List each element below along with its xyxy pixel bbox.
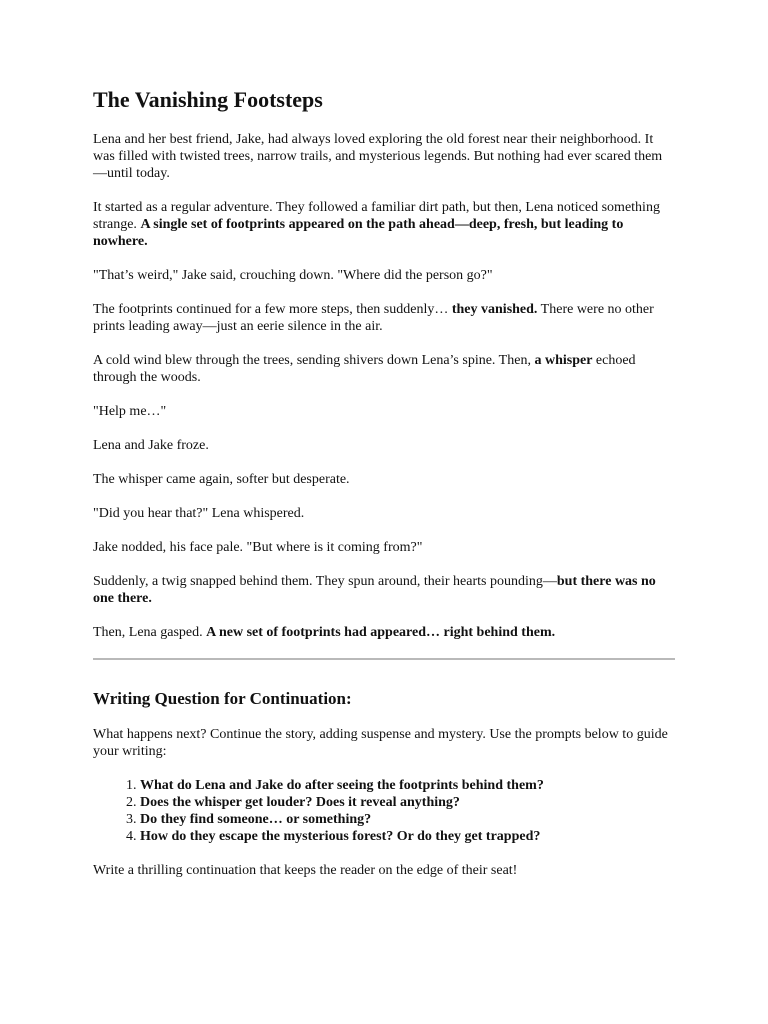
story-paragraph: Lena and Jake froze. — [93, 438, 209, 453]
story-paragraph — [93, 573, 675, 607]
story-paragraph: Jake nodded, his face pale. "But where is it coming from?" — [93, 540, 423, 555]
story-paragraph — [93, 199, 675, 250]
prompt-item: 3. Do they find someone… or something? — [140, 811, 675, 828]
story-paragraph — [93, 624, 675, 641]
story-paragraph: "That’s weird," Jake said, crouching down. "Where did the person go?" — [93, 268, 493, 283]
prompt-list — [93, 777, 675, 845]
section-divider — [93, 658, 675, 660]
paragraph-text: A cold wind blew through the trees, sending shivers down Lena’s spine. Then, — [93, 353, 535, 368]
prompt-item: 1. What do Lena and Jake do after seeing the footprints behind them? — [140, 777, 675, 794]
paragraph-text: echoed through the woods. — [93, 353, 636, 385]
prompt-item: 4. How do they escape the mysterious forest? Or do they get trapped? — [140, 828, 675, 845]
bold-text: but there was no one there. — [93, 574, 656, 606]
bold-text: A new set of footprints had appeared… right behind them. — [206, 625, 556, 640]
paragraph-text: Suddenly, a twig snapped behind them. They spun around, their hearts pounding— — [93, 574, 557, 589]
story-paragraph: "Did you hear that?" Lena whispered. — [93, 506, 305, 521]
bold-text: a whisper — [534, 353, 593, 368]
writing-question-heading: Writing Question for Continuation: — [93, 689, 352, 708]
document-page — [93, 84, 675, 896]
story-paragraph — [93, 301, 675, 335]
story-paragraph: Lena and her best friend, Jake, had always loved exploring the old forest near their neighborhood. It was filled with twisted trees, narrow trails, and mysterious legends. But nothing had ever scared them—until today. — [93, 132, 663, 181]
story-paragraph: "Help me…" — [93, 404, 167, 419]
bold-text: they vanished. — [451, 302, 538, 317]
story-paragraph: The whisper came again, softer but desperate. — [93, 472, 350, 487]
writing-intro: What happens next? Continue the story, adding suspense and mystery. Use the prompts below to guide your writing: — [93, 727, 668, 759]
writing-closing: Write a thrilling continuation that keeps the reader on the edge of their seat! — [93, 863, 518, 878]
paragraph-text: There were no other prints leading away—just an eerie silence in the air. — [93, 302, 654, 334]
paragraph-text: The footprints continued for a few more steps, then suddenly… — [93, 302, 452, 317]
story-title: The Vanishing Footsteps — [93, 87, 323, 112]
paragraph-text: It started as a regular adventure. They followed a familiar dirt path, but then, Lena noticed something strange. — [93, 200, 660, 232]
bold-text: A single set of footprints appeared on the path ahead—deep, fresh, but leading to nowhere. — [93, 217, 624, 249]
paragraph-text: Then, Lena gasped. — [93, 625, 207, 640]
story-paragraph — [93, 352, 675, 386]
prompt-item: 2. Does the whisper get louder? Does it reveal anything? — [140, 794, 675, 811]
